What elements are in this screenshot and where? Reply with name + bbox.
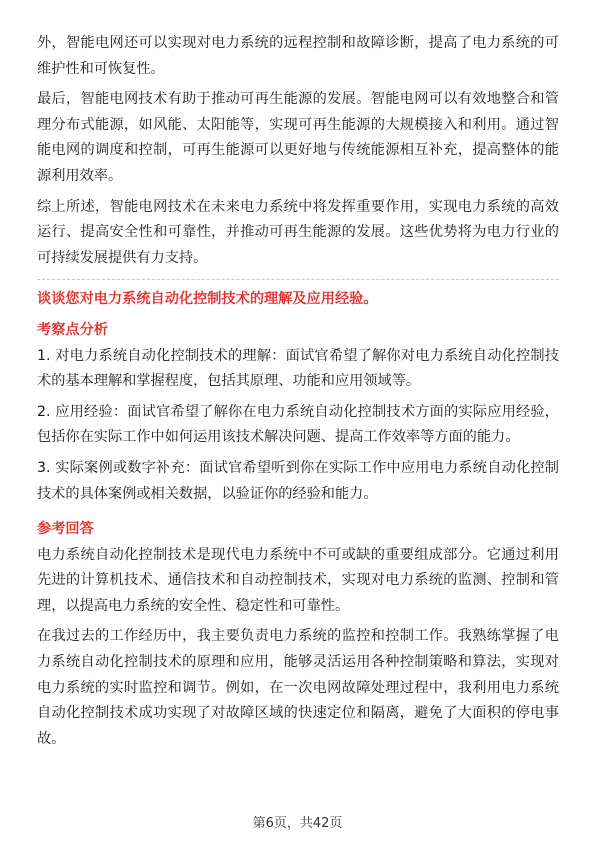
intro-paragraph-2: 最后，智能电网技术有助于推动可再生能源的发展。智能电网可以有效地整合和管理分布式能源，如风能、太阳能等，实现可再生能源的大规模接入和利用。通过智能电网的调度和控制，可再生能源可以更好地与传统能源相互补充，提高整体的能源利用效率。 bbox=[37, 91, 559, 184]
answer-paragraph-1: 电力系统自动化控制技术是现代电力系统中不可或缺的重要组成部分。它通过利用先进的计算机技术、通信技术和自动控制技术，实现对电力系统的监测、控制和管理，以提高电力系统的安全性、稳定性和可靠性。 bbox=[37, 546, 559, 614]
page-number: 第6页，共42页 bbox=[252, 816, 343, 831]
interview-question: 谈谈您对电力系统自动化控制技术的理解及应用经验。 bbox=[37, 291, 378, 308]
section-divider bbox=[37, 279, 559, 280]
analysis-heading: 考察点分析 bbox=[37, 321, 108, 338]
intro-paragraph-3: 综上所述，智能电网技术在未来电力系统中将发挥重要作用，实现电力系统的高效运行、提高安全性和可靠性，并推动可再生能源的发展。这些优势将为电力行业的可持续发展提供有力支持。 bbox=[37, 198, 559, 266]
answer-paragraph-2: 在我过去的工作经历中，我主要负责电力系统的监控和控制工作。我熟练掌握了电力系统自动化控制技术的原理和应用，能够灵活运用各种控制策略和算法，实现对电力系统的实时监控和调节。例如，在一次电网故障处理过程中，我利用电力系统自动化控制技术成功实现了对故障区域的快速定位和隔离，避免了大面积的停电事故。 bbox=[37, 628, 559, 747]
page-content bbox=[37, 31, 559, 752]
intro-paragraph-1: 外，智能电网还可以实现对电力系统的远程控制和故障诊断，提高了电力系统的可维护性和可恢复性。 bbox=[37, 35, 559, 77]
analysis-item-2: 2. 应用经验：面试官希望了解你在电力系统自动化控制技术方面的实际应用经验，包括你在实际工作中如何运用该技术解决问题、提高工作效率等方面的能力。 bbox=[37, 403, 559, 446]
answer-heading: 参考回答 bbox=[37, 521, 94, 538]
analysis-item-1: 1. 对电力系统自动化控制技术的理解：面试官希望了解你对电力系统自动化控制技术的基本理解和掌握程度，包括其原理、功能和应用领域等。 bbox=[37, 347, 559, 390]
analysis-item-3: 3. 实际案例或数字补充：面试官希望听到你在实际工作中应用电力系统自动化控制技术的具体案例或相关数据，以验证你的经验和能力。 bbox=[37, 459, 559, 502]
